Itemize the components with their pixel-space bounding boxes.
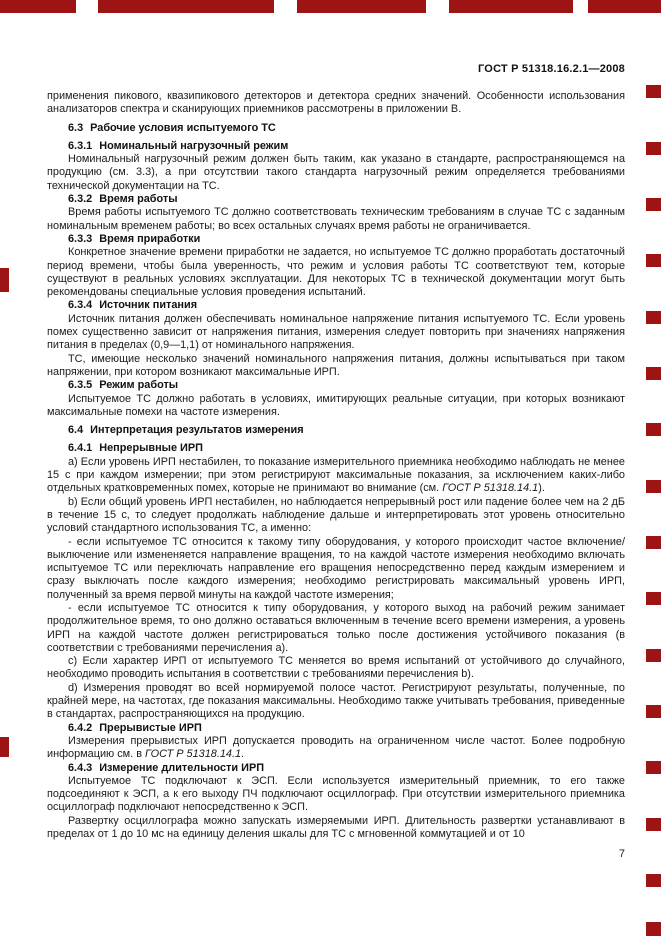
paragraph — [47, 313, 625, 353]
section-title: Прерывистые ИРП — [99, 721, 202, 734]
text-run: ТС, имеющие несколько значений номинального напряжения питания, должны испытываться при таком напряжении, при котором возникают максимальные ИРП. — [47, 352, 625, 378]
scan-mark — [646, 142, 661, 155]
scan-mark — [646, 311, 661, 324]
section-number: 6.4 — [68, 424, 84, 437]
section-title: Номинальный нагрузочный режим — [99, 139, 289, 152]
scan-mark — [646, 761, 661, 774]
section-number: 6.3.2 — [68, 193, 93, 206]
section-title: Непрерывные ИРП — [99, 442, 203, 455]
section-title: Интерпретация результатов измерения — [90, 424, 304, 437]
paragraph — [47, 735, 625, 762]
paragraph — [47, 602, 625, 655]
scan-mark — [646, 85, 661, 98]
scan-mark — [646, 198, 661, 211]
paragraph — [47, 206, 625, 233]
text-run: - если испытуемое ТС относится к типу оборудования, у которого выход на рабочий режим занимает продолжительное время, то оно должно оставаться включенным в течение всего времени измерения, а уровень ИРП на каждой частоте должен регистрироваться только после достижения устойчивого показания (в соответствии с требованиями перечисления а). — [47, 601, 625, 654]
section-heading-6.4.2 — [47, 722, 625, 735]
paragraph — [47, 246, 625, 299]
scan-mark — [0, 268, 9, 292]
section-number: 6.3.1 — [68, 139, 93, 152]
scan-mark — [646, 874, 661, 887]
text-run: Испытуемое ТС подключают к ЭСП. Если используется измерительный приемник, то его также подсоединяют к ЭСП, а к его выходу ПЧ подключают осциллограф. При отсутствии измерительного приемника осциллограф подключают непосредственно к ЭСП. — [47, 774, 625, 814]
section-heading-6.3.5 — [47, 379, 625, 392]
section-title: Измерение длительности ИРП — [99, 761, 265, 774]
scan-mark — [98, 0, 274, 13]
scan-mark — [297, 0, 426, 13]
section-title: Режим работы — [99, 379, 179, 392]
scan-mark — [646, 536, 661, 549]
section-number: 6.4.1 — [68, 442, 93, 455]
section-number: 6.4.2 — [68, 721, 93, 734]
section-number: 6.4.3 — [68, 761, 93, 774]
section-number: 6.3 — [68, 121, 84, 134]
paragraph — [47, 775, 625, 815]
scan-mark — [0, 0, 76, 13]
text-run: Испытуемое ТС должно работать в условиях, имитирующих реальные ситуации, при которых возникают максимальные помехи на частоте измерения. — [47, 392, 625, 418]
paragraph — [47, 153, 625, 193]
text-run: Развертку осциллографа можно запускать измеряемыми ИРП. Длительность развертки устанавливают в пределах от 1 до 10 мс на единицу деления шкалы для ТС с мгновенной коммутацией и от 10 — [47, 814, 625, 841]
text-run: с) Если характер ИРП от испытуемого ТС меняется во время испытаний от устойчивого до случайного, необходимо проводить испытания в соответствии с требованиями перечисления b). — [47, 655, 625, 681]
paragraph — [47, 456, 625, 496]
document-body — [47, 90, 625, 841]
paragraph — [47, 815, 625, 842]
page-number: 7 — [618, 848, 625, 860]
scan-mark — [646, 705, 661, 718]
text-run: Конкретное значение времени приработки не задается, но испытуемое ТС должно проработать достаточный период времени, чтобы была уверенность, что режим и условия работы ТС соответствуют тем, которые существуют в реальных условиях эксплуатации. Для некоторых ТС в технической документации могут быть рекомендованы специальные условия проведения испытаний. — [47, 246, 625, 299]
scan-mark — [646, 592, 661, 605]
text-run: b) Если общий уровень ИРП нестабилен, но наблюдается непрерывный рост или падение более чем на 2 дБ в течение 15 с, то следует продолжать наблюдение дальше и интерпретировать этот уровень относительно условий стандартного использования ТС, а именно: — [47, 495, 625, 535]
scan-mark — [588, 0, 661, 13]
paragraph — [47, 536, 625, 602]
section-title: Рабочие условия испытуемого ТС — [90, 121, 276, 134]
paragraph — [47, 655, 625, 682]
text-run: Измерения прерывистых ИРП допускается проводить на ограниченном числе частот. Более подробную информацию см. в — [47, 734, 625, 761]
text-run: а) Если уровень ИРП нестабилен, то показание измерительного приемника необходимо наблюдать не менее 15 с при каждом измерении; при этом регистрируют максимальные показания, за исключением каких-либо отдельных кратковременных помех, которые не принимают во внимание (см. — [47, 455, 625, 495]
section-heading-6.4 — [47, 424, 625, 437]
scan-mark — [0, 737, 9, 757]
section-heading-6.3 — [47, 122, 625, 135]
section-number: 6.3.5 — [68, 379, 93, 392]
standard-reference: ГОСТ Р 51318.14.1 — [145, 748, 242, 761]
section-heading-6.3.1 — [47, 140, 625, 153]
section-heading-6.4.3 — [47, 762, 625, 775]
paragraph — [47, 90, 625, 117]
section-heading-6.4.1 — [47, 442, 625, 455]
scan-mark — [646, 423, 661, 436]
section-title: Время работы — [99, 193, 178, 206]
text-run: ). — [538, 482, 545, 495]
standard-reference: ГОСТ Р 51318.14.1 — [442, 482, 539, 495]
scan-mark — [646, 649, 661, 662]
scan-mark — [646, 922, 661, 936]
scan-mark — [646, 367, 661, 380]
scan-mark — [646, 254, 661, 267]
paragraph — [47, 682, 625, 722]
section-title: Время приработки — [99, 232, 201, 245]
section-heading-6.3.3 — [47, 233, 625, 246]
paragraph — [47, 353, 625, 380]
text-run: Время работы испытуемого ТС должно соответствовать техническим требованиям в случае ТС с заданным номинальным временем работы; во всех остальных случаях время работы не ограничивается. — [47, 206, 625, 232]
section-heading-6.3.4 — [47, 299, 625, 312]
document-code: ГОСТ Р 51318.16.2.1—2008 — [478, 63, 625, 75]
text-run: d) Измерения проводят во всей нормируемой полосе частот. Регистрируют результаты, полученные, по крайней мере, на частотах, где показания максимальны. Необходимо также учитывать требования, приведенные в стандартах, распространяющихся на продукцию. — [47, 681, 625, 721]
paragraph — [47, 393, 625, 420]
section-number: 6.3.3 — [68, 232, 93, 245]
scan-mark — [449, 0, 573, 13]
paragraph — [47, 496, 625, 536]
text-run: Источник питания должен обеспечивать номинальное напряжение питания испытуемого ТС. Если уровень помех существенно зависит от напряжения питания, измерения следует повторить при значениях напряжения питания в пределах (0,9—1,1) от номинального напряжения. — [47, 312, 625, 352]
section-heading-6.3.2 — [47, 193, 625, 206]
scan-mark — [646, 818, 661, 831]
text-run: применения пикового, квазипикового детекторов и детектора средних значений. Особенности использования анализаторов спектра и сканирующих приемников рассмотрены в приложении В. — [47, 90, 625, 116]
text-run: Номинальный нагрузочный режим должен быть таким, как указано в стандарте, распространяющемся на продукцию (см. 3.3), а при отсутствии такого стандарта нагрузочный режим определяется требованиями технической документации на ТС. — [47, 153, 625, 192]
section-number: 6.3.4 — [68, 299, 93, 312]
section-title: Источник питания — [99, 299, 198, 312]
text-run: - если испытуемое ТС относится к такому типу оборудования, у которого происходит частое включение/выключение или измененяется направление вращения, то на каждой частоте измерения необходимо включать испытуемое ТС или переключать направление его вращения непосредственно перед каждым измерением и сразу выключать после каждого измерения; необходимо регистрировать максимальный уровень ИРП, полученный за время первой минуты на каждой частоте измерения; — [47, 535, 625, 601]
scan-mark — [646, 480, 661, 493]
text-run: . — [241, 748, 245, 761]
